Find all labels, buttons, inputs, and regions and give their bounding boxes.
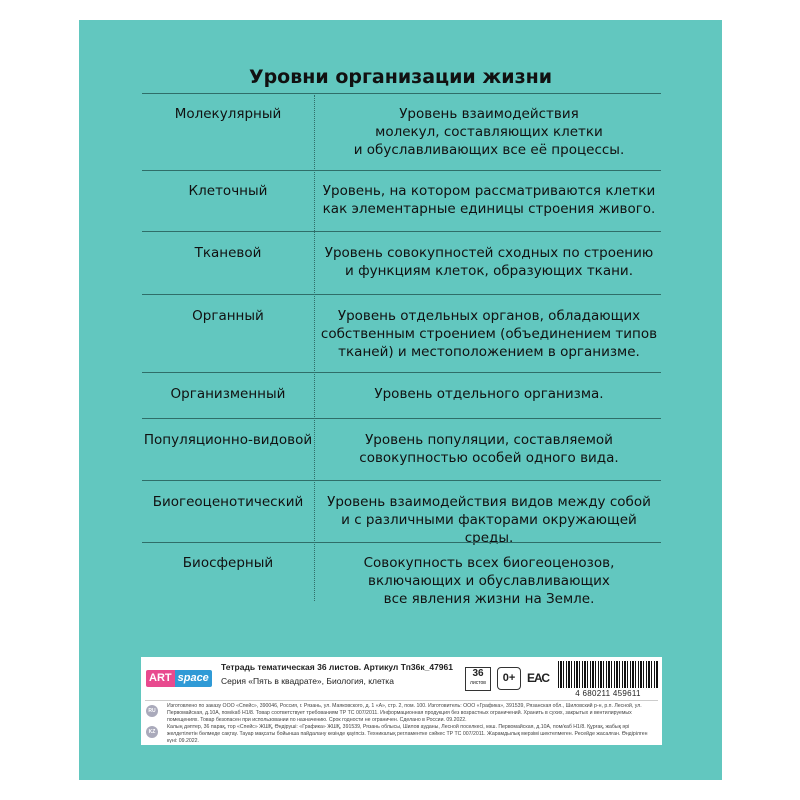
- kz-flag-icon: KZ: [146, 726, 158, 738]
- level-name: Организменный: [170, 386, 286, 402]
- brand-logo: [146, 670, 212, 687]
- page-title: Уровни организации жизни: [248, 66, 553, 88]
- row-divider: [142, 480, 661, 481]
- info-divider: [145, 700, 658, 701]
- legal-text-ru: Изготовлено по заказу ООО «Спейс», 390046, Россия, г. Рязань, ул. Маяковского, д. 1 «А», стр. 2, пом. 100. Изготовитель: ООО «Графика», 391539, Рязанская обл., Шиловский р-н, р.п. Лесной, ул. Первомайская, д.10А, пом/каб Н1/8. Товар соответствует требованиям ТР ТС 007/2011. Информационная продукция без возрастных ограничений. Хранить в сухих, закрытых и вентилируемых помещениях. Товар безопасен при использовании по назначению. Срок годности не ограничен. Сделано в России. 09.2022.: [167, 703, 642, 723]
- barcode-number: 4 680211 459611: [575, 689, 641, 698]
- level-name: Клеточный: [188, 183, 268, 199]
- age-rating-badge: 0+: [497, 667, 521, 690]
- level-name: Биосферный: [182, 555, 274, 571]
- product-series: Серия «Пять в квадрате», Биология, клетка: [221, 676, 394, 686]
- level-name: Тканевой: [194, 245, 262, 261]
- product-title: Тетрадь тематическая 36 листов. Артикул Тп36к_47961: [221, 662, 453, 672]
- row-divider: [142, 418, 661, 419]
- level-name: Молекулярный: [174, 106, 282, 122]
- level-description: Уровень совокупностей сходных по строению и функциям клеток, образующих ткани.: [324, 245, 654, 279]
- eac-mark: ЕАС: [527, 671, 550, 685]
- logo-art: ART: [146, 670, 175, 687]
- logo-space: space: [175, 670, 212, 687]
- sheet-count: 36: [472, 668, 484, 679]
- row-divider: [142, 170, 661, 171]
- row-divider: [142, 542, 661, 543]
- level-description: Уровень взаимодействия видов между собой и с различными факторами окружающей среды.: [327, 494, 651, 546]
- notebook-cover: [79, 20, 722, 780]
- barcode: [558, 661, 658, 688]
- ru-flag-icon: RU: [146, 705, 158, 717]
- level-description: Уровень отдельного организма.: [374, 386, 604, 402]
- level-name: Популяционно-видовой: [143, 432, 313, 448]
- level-description: Уровень, на котором рассматриваются клетки как элементарные единицы строения живого.: [322, 183, 656, 217]
- table-top-rule: [142, 93, 661, 94]
- row-divider: [142, 294, 661, 295]
- sheet-count-label: листов: [470, 680, 486, 686]
- level-description: Уровень взаимодействия молекул, составляющих клетки и обуславливающих все её процессы.: [353, 106, 625, 158]
- product-info-panel: [141, 657, 662, 745]
- level-description: Уровень отдельных органов, обладающих собственным строением (объединением типов тканей) и местоположением в организме.: [320, 308, 658, 360]
- level-description: Уровень популяции, составляемой совокупностью особей одного вида.: [359, 432, 619, 466]
- level-description: Совокупность всех биогеоценозов, включающих и обуславливающих все явления жизни на Земле.: [363, 555, 615, 607]
- row-divider: [142, 231, 661, 232]
- sheet-count-badge: [465, 667, 491, 691]
- level-name: Органный: [192, 308, 264, 324]
- legal-text-kz: Калың дәптер, 36 парақ, тор «Спейс» ЖШҚ, Өндіруші: «Графика» ЖШҚ, 391539, Рязань облысы, Шилов ауданы, Лесной поселкесі, көш. Первомайская, д.10А, пом/каб Н1/8. Құрғақ, жабық әрі желдетілетін бөлмеде сақтау. Тауар мақсаты бойынша пайдалану кезінде қауіпсіз. Техникалық регламентке сәйкес ТР ТС 007/2011. Жарамдылық мерзімі шектелмеген. Ресейде жасалған. Өндірілген күні: 09.2022.: [167, 724, 648, 744]
- level-name: Биогеоценотический: [152, 494, 304, 510]
- row-divider: [142, 372, 661, 373]
